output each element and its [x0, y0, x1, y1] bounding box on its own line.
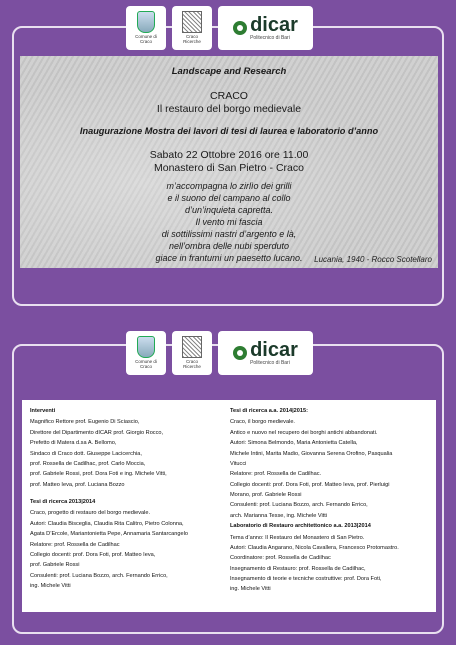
credit-line: prof. Rossella de Cadilhac, prof. Carlo Moccia,: [30, 460, 146, 467]
credit-line: Coordinatore: prof. Rossella de Cadilhac: [230, 555, 331, 562]
logo-comune-craco: Comune di Craco: [126, 331, 166, 375]
dicar-brand: dicar: [250, 13, 298, 36]
credit-line: Autori: Claudia Angarano, Nicola Cavallera, Francesco Protomastro.: [230, 544, 399, 551]
logo-strip-top: [126, 6, 313, 50]
dicar-subtitle: Politecnico di Bari: [250, 359, 290, 366]
credit-line: Direttore del Dipartimento dICAR prof. Giorgio Rocco,: [30, 429, 164, 436]
logo-dicar: [218, 331, 313, 375]
series-title: Landscape and Research: [171, 66, 287, 77]
poem-line: nell’ombra delle nubi sperduto: [168, 241, 290, 251]
credit-line: Consulenti: prof. Luciana Bozzo, arch. Fernando Errico,: [230, 502, 368, 509]
credit-line: Antico e nuovo nel recupero dei borghi antichi abbandonati.: [230, 429, 378, 436]
credit-line: prof. Gabriele Rossi, prof. Dora Foti e ing. Michele Vitti,: [30, 471, 167, 478]
credit-line: Consulenti: prof. Luciana Bozzo, arch. Fernando Errico,: [30, 572, 168, 579]
credit-line: Tesi di ricerca 2013|2014: [30, 499, 96, 505]
credit-line: Collegio docenti: prof. Dora Foti, prof. Matteo Ieva,: [30, 551, 156, 558]
crest-icon: [137, 11, 155, 33]
poem-line: Il vento mi fascia: [195, 217, 263, 227]
dicar-logo-icon: [233, 346, 247, 360]
credit-line: Agata D’Ercole, Mariantonietta Pepe, Annamaria Santarcangelo: [30, 531, 188, 538]
credit-line: Magnifico Rettore prof. Eugenio Di Sciascio,: [30, 419, 140, 426]
dicar-subtitle: Politecnico di Bari: [250, 34, 290, 41]
credits-left-column: [30, 408, 228, 593]
credit-line: Collegio docenti: prof. Dora Foti, prof. Matteo Ieva, prof. Pierluigi: [230, 481, 390, 488]
poem-line: e il suono del campano al collo: [167, 193, 291, 203]
credit-line: [30, 492, 228, 496]
credit-line: Relatore: prof. Rossella de Cadilhac.: [230, 471, 322, 478]
sketch-icon: [182, 336, 202, 358]
credit-line: Sindaco di Craco dott. Giuseppe Lacicerchia,: [30, 450, 142, 457]
credit-line: Tesi di ricerca a.a. 2014|2015:: [230, 408, 308, 414]
logo-strip-bottom: [126, 331, 313, 375]
poem-line: di sottilissimi nastri d’argento e là,: [161, 229, 297, 239]
dicar-logo-icon: [233, 21, 247, 35]
credits-sheet: [22, 400, 436, 612]
event-title: Inaugurazione Mostra dei lavori di tesi di laurea e laboratorio d’anno: [79, 126, 379, 136]
credit-line: Interventi: [30, 408, 56, 414]
announcement-text: [20, 56, 438, 268]
logo-dicar: [218, 6, 313, 50]
credit-line: Craco, progetto di restauro del borgo medievale.: [30, 510, 151, 517]
credit-line: Tema d’anno: Il Restauro del Monastero di San Pietro.: [230, 534, 365, 541]
credit-line: Craco, il borgo medievale.: [230, 419, 295, 426]
credit-line: Insegnamento di Restauro: prof. Rossella de Cadilhac,: [230, 565, 366, 572]
credit-line: Michele Intini, Marita Madio, Giovanna Serena Orofino, Pasqualia: [230, 450, 393, 457]
credit-line: Autori: Simona Belmondo, Maria Antonietta Catella,: [230, 440, 358, 447]
title-line-2: Il restauro del borgo medievale: [156, 103, 302, 115]
credit-line: Insegnamento di teorie e tecniche costruttive: prof. Dora Foti,: [230, 576, 382, 582]
credit-line: ing. Michele Vitti: [230, 586, 271, 593]
credit-line: arch. Marianna Tesse, ing. Michele Vitti: [230, 512, 328, 519]
credit-line: ing. Michele Vitti: [30, 583, 71, 589]
credit-line: Autori: Claudia Bisceglia, Claudia Rita Calitro, Pietro Colonna,: [30, 520, 184, 527]
photo-caption: Lucania, 1940 - Rocco Scotellaro: [314, 255, 432, 264]
crest-icon: [137, 336, 155, 358]
event-venue: Monastero di San Pietro - Craco: [154, 162, 304, 174]
credit-line: Morano, prof. Gabriele Rossi: [230, 492, 302, 498]
credit-line: prof. Matteo Ieva, prof. Luciana Bozzo: [30, 481, 125, 488]
credit-line: Prefetto di Matera d.sa A. Bellomo,: [30, 440, 117, 447]
credit-line: Laboratorio di Restauro architettonico a.a. 2013|2014: [230, 523, 371, 530]
event-date: Sabato 22 Ottobre 2016 ore 11.00: [149, 149, 309, 161]
credit-line: Vitucci: [230, 460, 247, 467]
poem-line: giace in frantumi un paesetto lucano.: [155, 253, 303, 263]
logo-craco-ricerche: Craco Ricerche: [172, 6, 212, 50]
poem-line: d’un’inquieta capretta.: [184, 205, 274, 215]
sketch-icon: [182, 11, 202, 33]
poem-line: m’accompagna lo zirlìo dei grilli: [166, 181, 292, 191]
credits-right-column: [230, 408, 428, 597]
credit-line: Relatore: prof. Rossella de Cadilhac: [30, 541, 120, 548]
logo-craco-ricerche: Craco Ricerche: [172, 331, 212, 375]
credit-line: prof. Gabriele Rossi: [30, 562, 80, 569]
dicar-brand: dicar: [250, 338, 298, 361]
logo-comune-craco: Comune di Craco: [126, 6, 166, 50]
background-photo: [20, 56, 438, 268]
title-line-1: CRACO: [210, 90, 248, 102]
